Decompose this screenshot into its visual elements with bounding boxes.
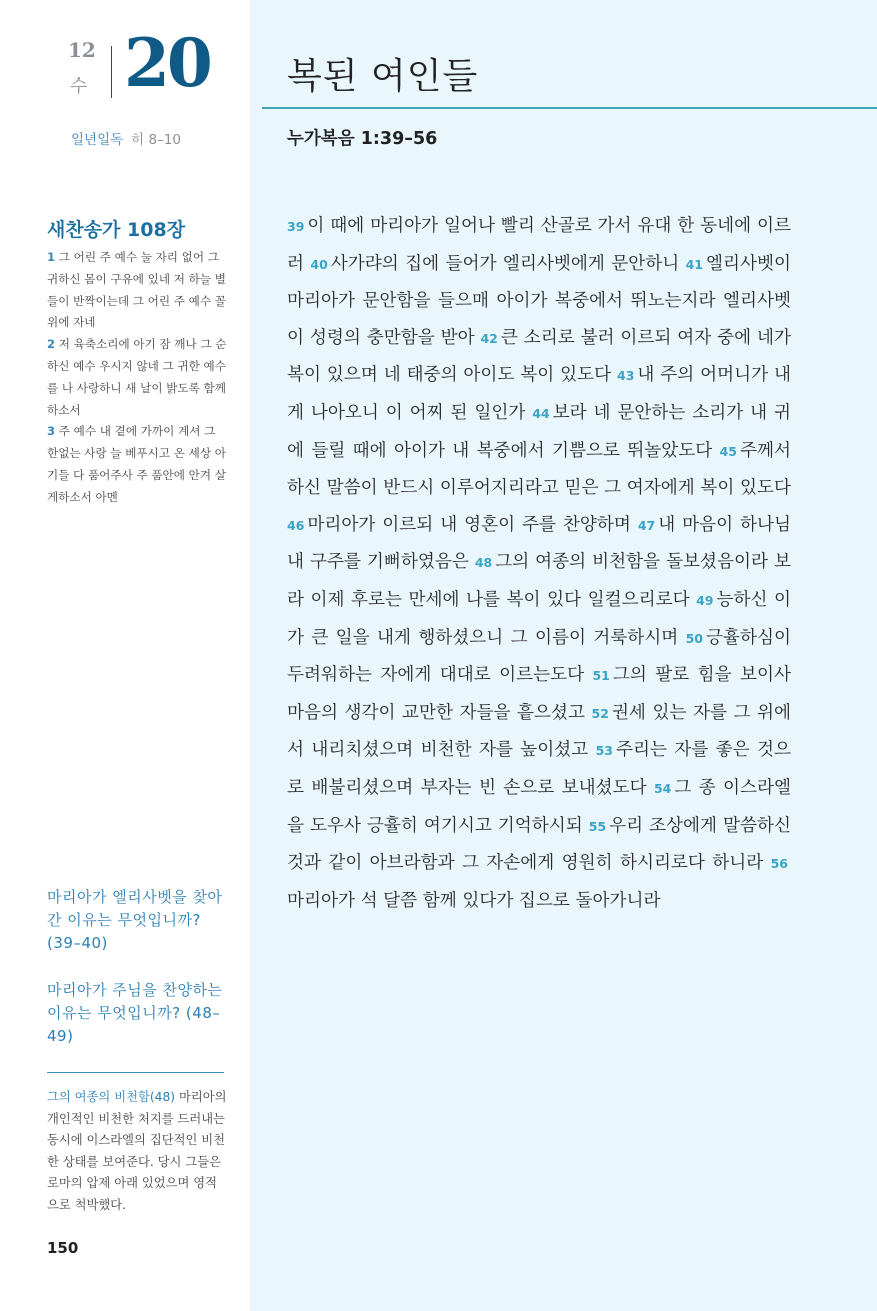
verse-text: 그 종 이스라엘을 도우사 긍휼히 여기시고 기억하시되 bbox=[287, 777, 791, 836]
commentary-note bbox=[47, 1087, 227, 1216]
date-block bbox=[68, 24, 228, 102]
verse-number: 53 bbox=[595, 743, 614, 759]
verse-number: 50 bbox=[685, 630, 704, 646]
note-term: 그의 여종의 비천함(48) bbox=[47, 1090, 176, 1104]
verse-number: 54 bbox=[653, 780, 672, 796]
date-weekday: 수 bbox=[70, 76, 88, 97]
verse-text: 이 때에 마리아가 일어나 빨리 산골로 가서 유대 한 동네에 이르러 bbox=[287, 216, 791, 274]
hymn-verse-text: 주 예수 내 곁에 가까이 계셔 그 한없는 사랑 늘 베푸시고 온 세상 아기들 다 품어주사 주 품안에 안겨 살게하소서 아멘 bbox=[47, 424, 226, 504]
verse-text: 그의 팔로 힘을 보이사 마음의 생각이 교만한 자들을 흩으셨고 bbox=[287, 665, 791, 723]
verse-text: 내 주의 어머니가 내게 나아오니 이 어찌 된 일인가 bbox=[287, 365, 791, 423]
date-month: 12 bbox=[68, 38, 96, 62]
reading-plan-ref: 히 8–10 bbox=[131, 132, 182, 148]
hymn-verse bbox=[47, 334, 227, 421]
verse-text: 능하신 이가 큰 일을 내게 행하셨으니 그 이름이 거룩하시며 bbox=[287, 589, 792, 648]
verse-text: 그의 여종의 비천함을 돌보셨음이라 보라 이제 후로는 만세에 나를 복이 있다 일컬으리로다 bbox=[287, 552, 791, 610]
verse-text: 긍휼하심이 두려워하는 자에게 대대로 이르는도다 bbox=[287, 627, 791, 686]
reading-plan-label: 일년일독 bbox=[71, 132, 124, 148]
hymn-verse-number: 3 bbox=[47, 424, 56, 439]
verse-number: 56 bbox=[770, 856, 788, 872]
hymn-lyrics bbox=[47, 247, 227, 509]
scripture-text bbox=[287, 208, 791, 919]
study-question: 마리아가 엘리사벳을 찾아간 이유는 무엇입니까? (39–40) bbox=[47, 888, 223, 952]
sidebar bbox=[0, 0, 250, 1311]
hymn-verse-number: 1 bbox=[47, 250, 56, 264]
verse-number: 44 bbox=[532, 405, 550, 421]
main-panel bbox=[250, 0, 877, 1311]
verse-number: 51 bbox=[592, 668, 610, 684]
note-divider bbox=[47, 1072, 224, 1073]
title-divider bbox=[262, 107, 877, 109]
verse-number: 43 bbox=[617, 368, 635, 384]
passage-reference: 누가복음 1:39–56 bbox=[287, 129, 438, 149]
verse-text: 마리아가 이르되 내 영혼이 주를 찬양하며 bbox=[307, 514, 638, 535]
verse-number: 40 bbox=[310, 256, 328, 272]
verse-text: 사가랴의 집에 들어가 엘리사벳에게 문안하니 bbox=[330, 253, 686, 274]
verse-number: 45 bbox=[719, 443, 737, 459]
hymn-verse-number: 2 bbox=[47, 337, 56, 352]
page-number: 150 bbox=[47, 1239, 79, 1257]
verse-number: 39 bbox=[287, 219, 305, 234]
note-text: 마리아의 개인적인 비천한 처지를 드러내는 동시에 이스라엘의 집단적인 비천한 상태를 보여준다. 당시 그들은 로마의 압제 아래 있었으며 영적으로 척박했다. bbox=[47, 1090, 227, 1212]
reading-plan bbox=[71, 128, 181, 148]
verse-text: 우리 조상에게 말씀하신 것과 같이 아브라함과 그 자손에게 영원히 하시리로다 하니라 bbox=[287, 815, 791, 874]
study-question: 마리아가 주님을 찬양하는 이유는 무엇입니까? (48–49) bbox=[47, 981, 223, 1045]
hymn-verse-text: 저 육축소리에 아기 잠 깨나 그 순하신 예수 우시지 않네 그 귀한 예수를 나 사랑하니 새 날이 밝도록 함께하소서 bbox=[47, 337, 227, 417]
verse-text: 권세 있는 자를 그 위에서 내리치셨으며 비천한 자를 높이셨고 bbox=[287, 702, 791, 761]
hymn-title: 새찬송가 108장 bbox=[47, 219, 186, 241]
verse-number: 42 bbox=[480, 330, 498, 346]
hymn-verse-text: 그 어린 주 예수 눌 자리 없어 그 귀하신 몸이 구유에 있네 저 하늘 별들이 반짝이는데 그 어린 주 예수 꼴 위에 자네 bbox=[47, 250, 226, 330]
verse-number: 41 bbox=[685, 256, 704, 272]
verse-number: 46 bbox=[287, 517, 305, 533]
verse-number: 48 bbox=[474, 555, 493, 571]
verse-text: 주리는 자를 좋은 것으로 배불리셨으며 부자는 빈 손으로 보내셨도다 bbox=[287, 740, 791, 798]
hymn-verse bbox=[47, 247, 227, 334]
verse-text: 내 마음이 하나님 내 구주를 기뻐하였음은 bbox=[287, 514, 792, 573]
page-title: 복된 여인들 bbox=[287, 56, 479, 97]
verse-text: 엘리사벳이 마리아가 문안함을 들으매 아이가 복중에서 뛰노는지라 엘리사벳이 성령의 충만함을 받아 bbox=[287, 253, 791, 348]
verse-number: 55 bbox=[588, 818, 607, 834]
verse-number: 47 bbox=[637, 517, 656, 533]
date-divider bbox=[111, 46, 112, 98]
verse-text: 주께서 하신 말씀이 반드시 이루어지리라고 믿은 그 여자에게 복이 있도다 bbox=[287, 440, 791, 499]
date-day: 20 bbox=[124, 24, 210, 102]
verse-number: 52 bbox=[591, 705, 609, 721]
hymn-verse bbox=[47, 421, 227, 508]
verse-text: 보라 네 문안하는 소리가 내 귀에 들릴 때에 아이가 내 복중에서 기쁨으로 뛰놀았도다 bbox=[287, 402, 791, 461]
verse-text: 큰 소리로 불러 이르되 여자 중에 네가 복이 있으며 네 태중의 아이도 복이 있도다 bbox=[287, 327, 791, 386]
verse-text: 마리아가 석 달쯤 함께 있다가 집으로 돌아가니라 bbox=[287, 890, 661, 911]
verse-number: 49 bbox=[696, 592, 714, 608]
